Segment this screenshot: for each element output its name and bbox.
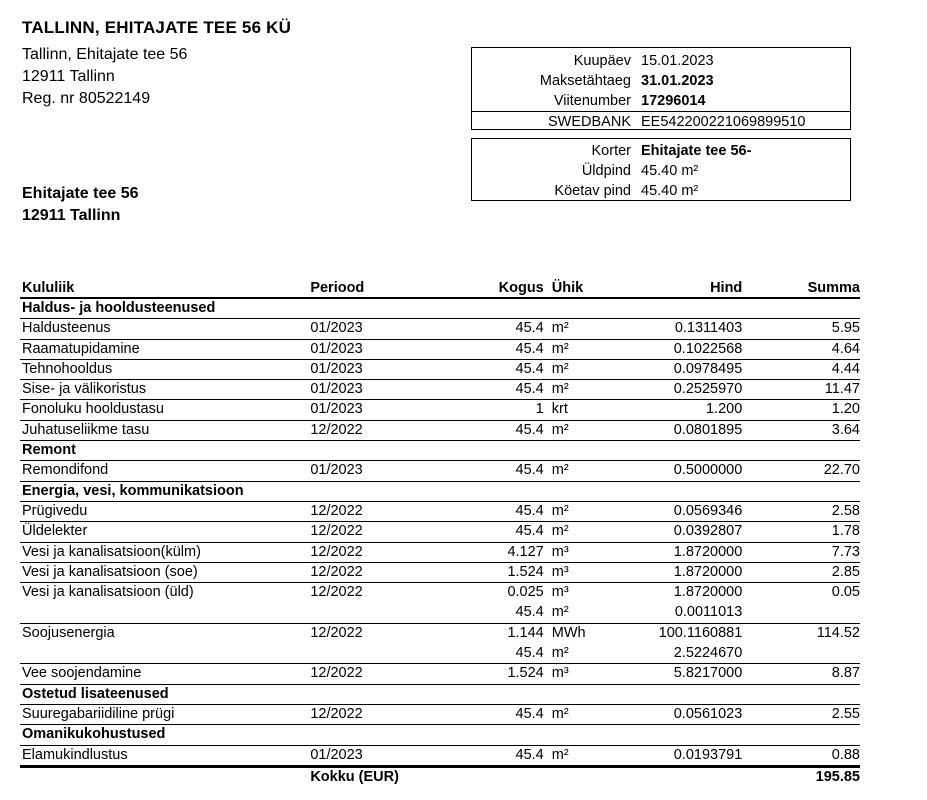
cell-period: 12/2022 xyxy=(310,584,363,601)
table-row xyxy=(20,563,860,583)
cell-unit: m² xyxy=(551,604,569,621)
header-price: Hind xyxy=(710,280,743,296)
cell-unit: m² xyxy=(551,523,569,540)
total-area-row xyxy=(472,161,850,181)
cell-quantity: 0.025 xyxy=(507,584,544,601)
invoice-date-value: 15.01.2023 xyxy=(641,53,714,69)
cell-period: 12/2022 xyxy=(310,665,363,682)
cell-quantity: 45.4 xyxy=(515,360,544,377)
cell-sum: 4.64 xyxy=(831,340,860,357)
cell-unit: krt xyxy=(551,401,568,418)
bank-iban: EE542200221069899510 xyxy=(641,114,806,130)
total-area-value: 45.40 m² xyxy=(641,163,699,179)
cell-cost-type: Raamatupidamine xyxy=(22,340,140,357)
cell-quantity: 45.4 xyxy=(515,502,544,519)
cell-cost-type: Vesi ja kanalisatsioon(külm) xyxy=(22,543,201,560)
cell-unit: m² xyxy=(551,421,569,438)
header-period: Periood xyxy=(310,280,365,296)
due-date-label: Maksetähtaeg xyxy=(539,73,631,89)
cell-period: 01/2023 xyxy=(310,360,363,377)
payment-info-box xyxy=(471,47,851,130)
total-label: Kokku (EUR) xyxy=(310,768,399,785)
cell-period: 12/2022 xyxy=(310,502,363,519)
cell-unit: MWh xyxy=(551,624,586,641)
cell-unit: m² xyxy=(551,746,569,763)
table-row xyxy=(20,746,860,766)
cell-cost-type: Suuregabariidiline prügi xyxy=(22,705,175,722)
cell-price: 1.200 xyxy=(705,401,743,418)
table-row xyxy=(20,340,860,360)
cell-cost-type xyxy=(20,644,310,663)
total-area-label: Üldpind xyxy=(581,163,631,179)
cell-period: 01/2023 xyxy=(310,340,363,357)
cell-sum: 5.95 xyxy=(831,320,860,337)
table-row xyxy=(20,360,860,380)
cell-period: 01/2023 xyxy=(310,320,363,337)
due-date-row xyxy=(472,71,850,91)
cell-price: 2.5224670 xyxy=(673,645,743,662)
cell-unit: m² xyxy=(551,502,569,519)
cell-cost-type: Juhatuseliikme tasu xyxy=(22,421,150,438)
heated-area-row xyxy=(472,181,850,201)
cell-unit: m² xyxy=(551,340,569,357)
section-title: Omanikukohustused xyxy=(22,726,166,743)
cell-unit: m² xyxy=(551,645,569,662)
heated-area-value: 45.40 m² xyxy=(641,183,699,199)
table-row xyxy=(20,380,860,400)
cell-quantity: 1.524 xyxy=(507,665,544,682)
cell-quantity: 1.524 xyxy=(507,563,544,580)
cell-sum: 2.58 xyxy=(831,502,860,519)
cell-quantity: 45.4 xyxy=(515,523,544,540)
cell-sum: 11.47 xyxy=(824,381,860,398)
apartment-label: Korter xyxy=(591,143,631,159)
table-body xyxy=(20,299,860,766)
company-reg-number: Reg. nr 80522149 xyxy=(22,90,151,107)
cell-quantity: 45.4 xyxy=(515,604,544,621)
cell-price: 0.0561023 xyxy=(673,705,743,722)
table-row xyxy=(20,522,860,542)
section-title: Remont xyxy=(22,442,76,459)
cell-sum: 1.78 xyxy=(831,523,860,540)
heated-area-label: Köetav pind xyxy=(554,183,631,199)
cell-price: 1.8720000 xyxy=(673,563,743,580)
cell-sum: 114.52 xyxy=(816,624,860,641)
cell-sum: 22.70 xyxy=(823,462,860,479)
cell-price: 0.0569346 xyxy=(673,502,743,519)
cell-price: 0.2525970 xyxy=(673,381,743,398)
cell-period: 12/2022 xyxy=(310,705,363,722)
header-unit: Ühik xyxy=(551,280,584,296)
cell-period: 01/2023 xyxy=(310,381,363,398)
cell-period: 12/2022 xyxy=(310,543,363,560)
cell-sum: 0.05 xyxy=(831,584,860,601)
cell-price: 1.8720000 xyxy=(673,543,743,560)
cell-sum: 2.55 xyxy=(831,705,860,722)
cell-sum: 8.87 xyxy=(831,665,860,682)
cell-period xyxy=(310,644,460,663)
section-header xyxy=(20,441,860,461)
cell-unit: m³ xyxy=(551,563,569,580)
cell-price: 0.1311403 xyxy=(674,320,743,337)
cell-quantity: 1.144 xyxy=(507,624,544,641)
cell-quantity: 45.4 xyxy=(515,381,544,398)
cell-sum: 4.44 xyxy=(831,360,860,377)
apartment-info-box xyxy=(471,138,851,201)
apartment-row xyxy=(472,141,850,161)
cell-period: 01/2023 xyxy=(310,401,363,418)
cell-quantity: 45.4 xyxy=(515,421,544,438)
cell-price: 5.8217000 xyxy=(673,665,743,682)
section-header xyxy=(20,482,860,502)
section-header xyxy=(20,685,860,705)
cell-unit: m³ xyxy=(551,665,569,682)
table-row xyxy=(20,583,860,603)
table-row xyxy=(20,421,860,441)
cell-quantity: 45.4 xyxy=(515,645,544,662)
recipient-street: Ehitajate tee 56 xyxy=(22,185,139,202)
company-address-street: Tallinn, Ehitajate tee 56 xyxy=(22,46,188,63)
cell-sum xyxy=(742,644,860,663)
cell-cost-type: Remondifond xyxy=(22,462,109,479)
cell-quantity: 45.4 xyxy=(515,462,544,479)
cell-price: 0.0193791 xyxy=(673,746,743,763)
header-sum: Summa xyxy=(807,280,860,296)
cell-period: 01/2023 xyxy=(310,462,363,479)
recipient-city: 12911 Tallinn xyxy=(22,207,121,224)
cell-price: 0.1022568 xyxy=(673,340,743,357)
reference-label: Viitenumber xyxy=(553,93,631,109)
cell-unit: m² xyxy=(551,462,569,479)
cell-quantity: 1 xyxy=(535,401,544,418)
reference-value: 17296014 xyxy=(641,93,706,109)
cell-unit: m² xyxy=(551,320,569,337)
total-value: 195.85 xyxy=(815,768,860,785)
cell-price: 0.0392807 xyxy=(673,523,743,540)
table-row xyxy=(20,644,860,664)
reference-row xyxy=(472,91,850,111)
cell-period: 12/2022 xyxy=(310,523,363,540)
cell-price: 0.0801895 xyxy=(673,421,743,438)
cell-sum: 3.64 xyxy=(831,421,860,438)
bank-name: SWEDBANK xyxy=(548,114,631,130)
cell-quantity: 4.127 xyxy=(507,543,544,560)
cell-sum: 1.20 xyxy=(831,401,860,418)
cell-price: 1.8720000 xyxy=(673,584,743,601)
cell-cost-type: Vesi ja kanalisatsioon (soe) xyxy=(22,563,198,580)
cell-period: 12/2022 xyxy=(310,421,363,438)
cell-price: 0.0978495 xyxy=(673,360,743,377)
cell-quantity: 45.4 xyxy=(515,340,544,357)
header-cost-type: Kululiik xyxy=(22,280,75,296)
cell-cost-type: Üldelekter xyxy=(22,523,88,540)
cell-cost-type: Fonoluku hooldustasu xyxy=(22,401,164,418)
table-row xyxy=(20,543,860,563)
table-row xyxy=(20,400,860,420)
section-title: Ostetud lisateenused xyxy=(22,685,169,702)
due-date-value: 31.01.2023 xyxy=(641,73,714,89)
cell-cost-type: Vee soojendamine xyxy=(22,665,142,682)
cell-unit: m² xyxy=(551,360,569,377)
total-row xyxy=(20,766,860,786)
cell-quantity: 45.4 xyxy=(515,746,544,763)
cell-price: 0.5000000 xyxy=(673,462,743,479)
table-row xyxy=(20,603,860,623)
table-row xyxy=(20,502,860,522)
table-header xyxy=(20,279,860,299)
cell-cost-type: Vesi ja kanalisatsioon (üld) xyxy=(22,584,194,601)
cell-quantity: 45.4 xyxy=(515,320,544,337)
cell-price: 100.1160881 xyxy=(658,624,743,641)
table-row xyxy=(20,461,860,481)
section-header xyxy=(20,299,860,319)
cell-period: 12/2022 xyxy=(310,563,363,580)
cell-sum: 2.85 xyxy=(831,563,860,580)
cell-unit: m² xyxy=(551,381,569,398)
cell-cost-type: Elamukindlustus xyxy=(22,746,128,763)
table-row xyxy=(20,319,860,339)
charges-table xyxy=(20,279,860,786)
cell-cost-type: Prügivedu xyxy=(22,502,88,519)
cell-quantity: 45.4 xyxy=(515,705,544,722)
bank-account-row xyxy=(472,111,850,132)
cell-period: 12/2022 xyxy=(310,624,363,641)
cell-period xyxy=(310,603,460,622)
company-name: TALLINN, EHITAJATE TEE 56 KÜ xyxy=(22,18,292,37)
cell-unit: m² xyxy=(551,705,569,722)
cell-sum: 0.88 xyxy=(831,746,860,763)
apartment-value: Ehitajate tee 56- xyxy=(641,143,752,159)
invoice-date-label: Kuupäev xyxy=(573,53,631,69)
section-title: Energia, vesi, kommunikatsioon xyxy=(22,482,244,499)
cell-unit: m³ xyxy=(551,543,569,560)
table-row xyxy=(20,664,860,684)
cell-period: 01/2023 xyxy=(310,746,363,763)
cell-sum xyxy=(742,603,860,622)
cell-cost-type: Tehnohooldus xyxy=(22,360,113,377)
cell-unit: m³ xyxy=(551,584,569,601)
cell-sum: 7.73 xyxy=(831,543,860,560)
cell-cost-type: Soojusenergia xyxy=(22,624,115,641)
cell-cost-type: Sise- ja välikoristus xyxy=(22,381,147,398)
header-quantity: Kogus xyxy=(498,280,544,296)
cell-cost-type: Haldusteenus xyxy=(22,320,111,337)
cell-price: 0.0011013 xyxy=(674,604,743,621)
section-title: Haldus- ja hooldusteenused xyxy=(22,300,216,316)
section-header xyxy=(20,725,860,745)
cell-cost-type xyxy=(20,603,310,622)
company-address-city: 12911 Tallinn xyxy=(22,68,115,85)
table-row xyxy=(20,705,860,725)
table-row xyxy=(20,624,860,644)
invoice-date-row xyxy=(472,51,850,71)
